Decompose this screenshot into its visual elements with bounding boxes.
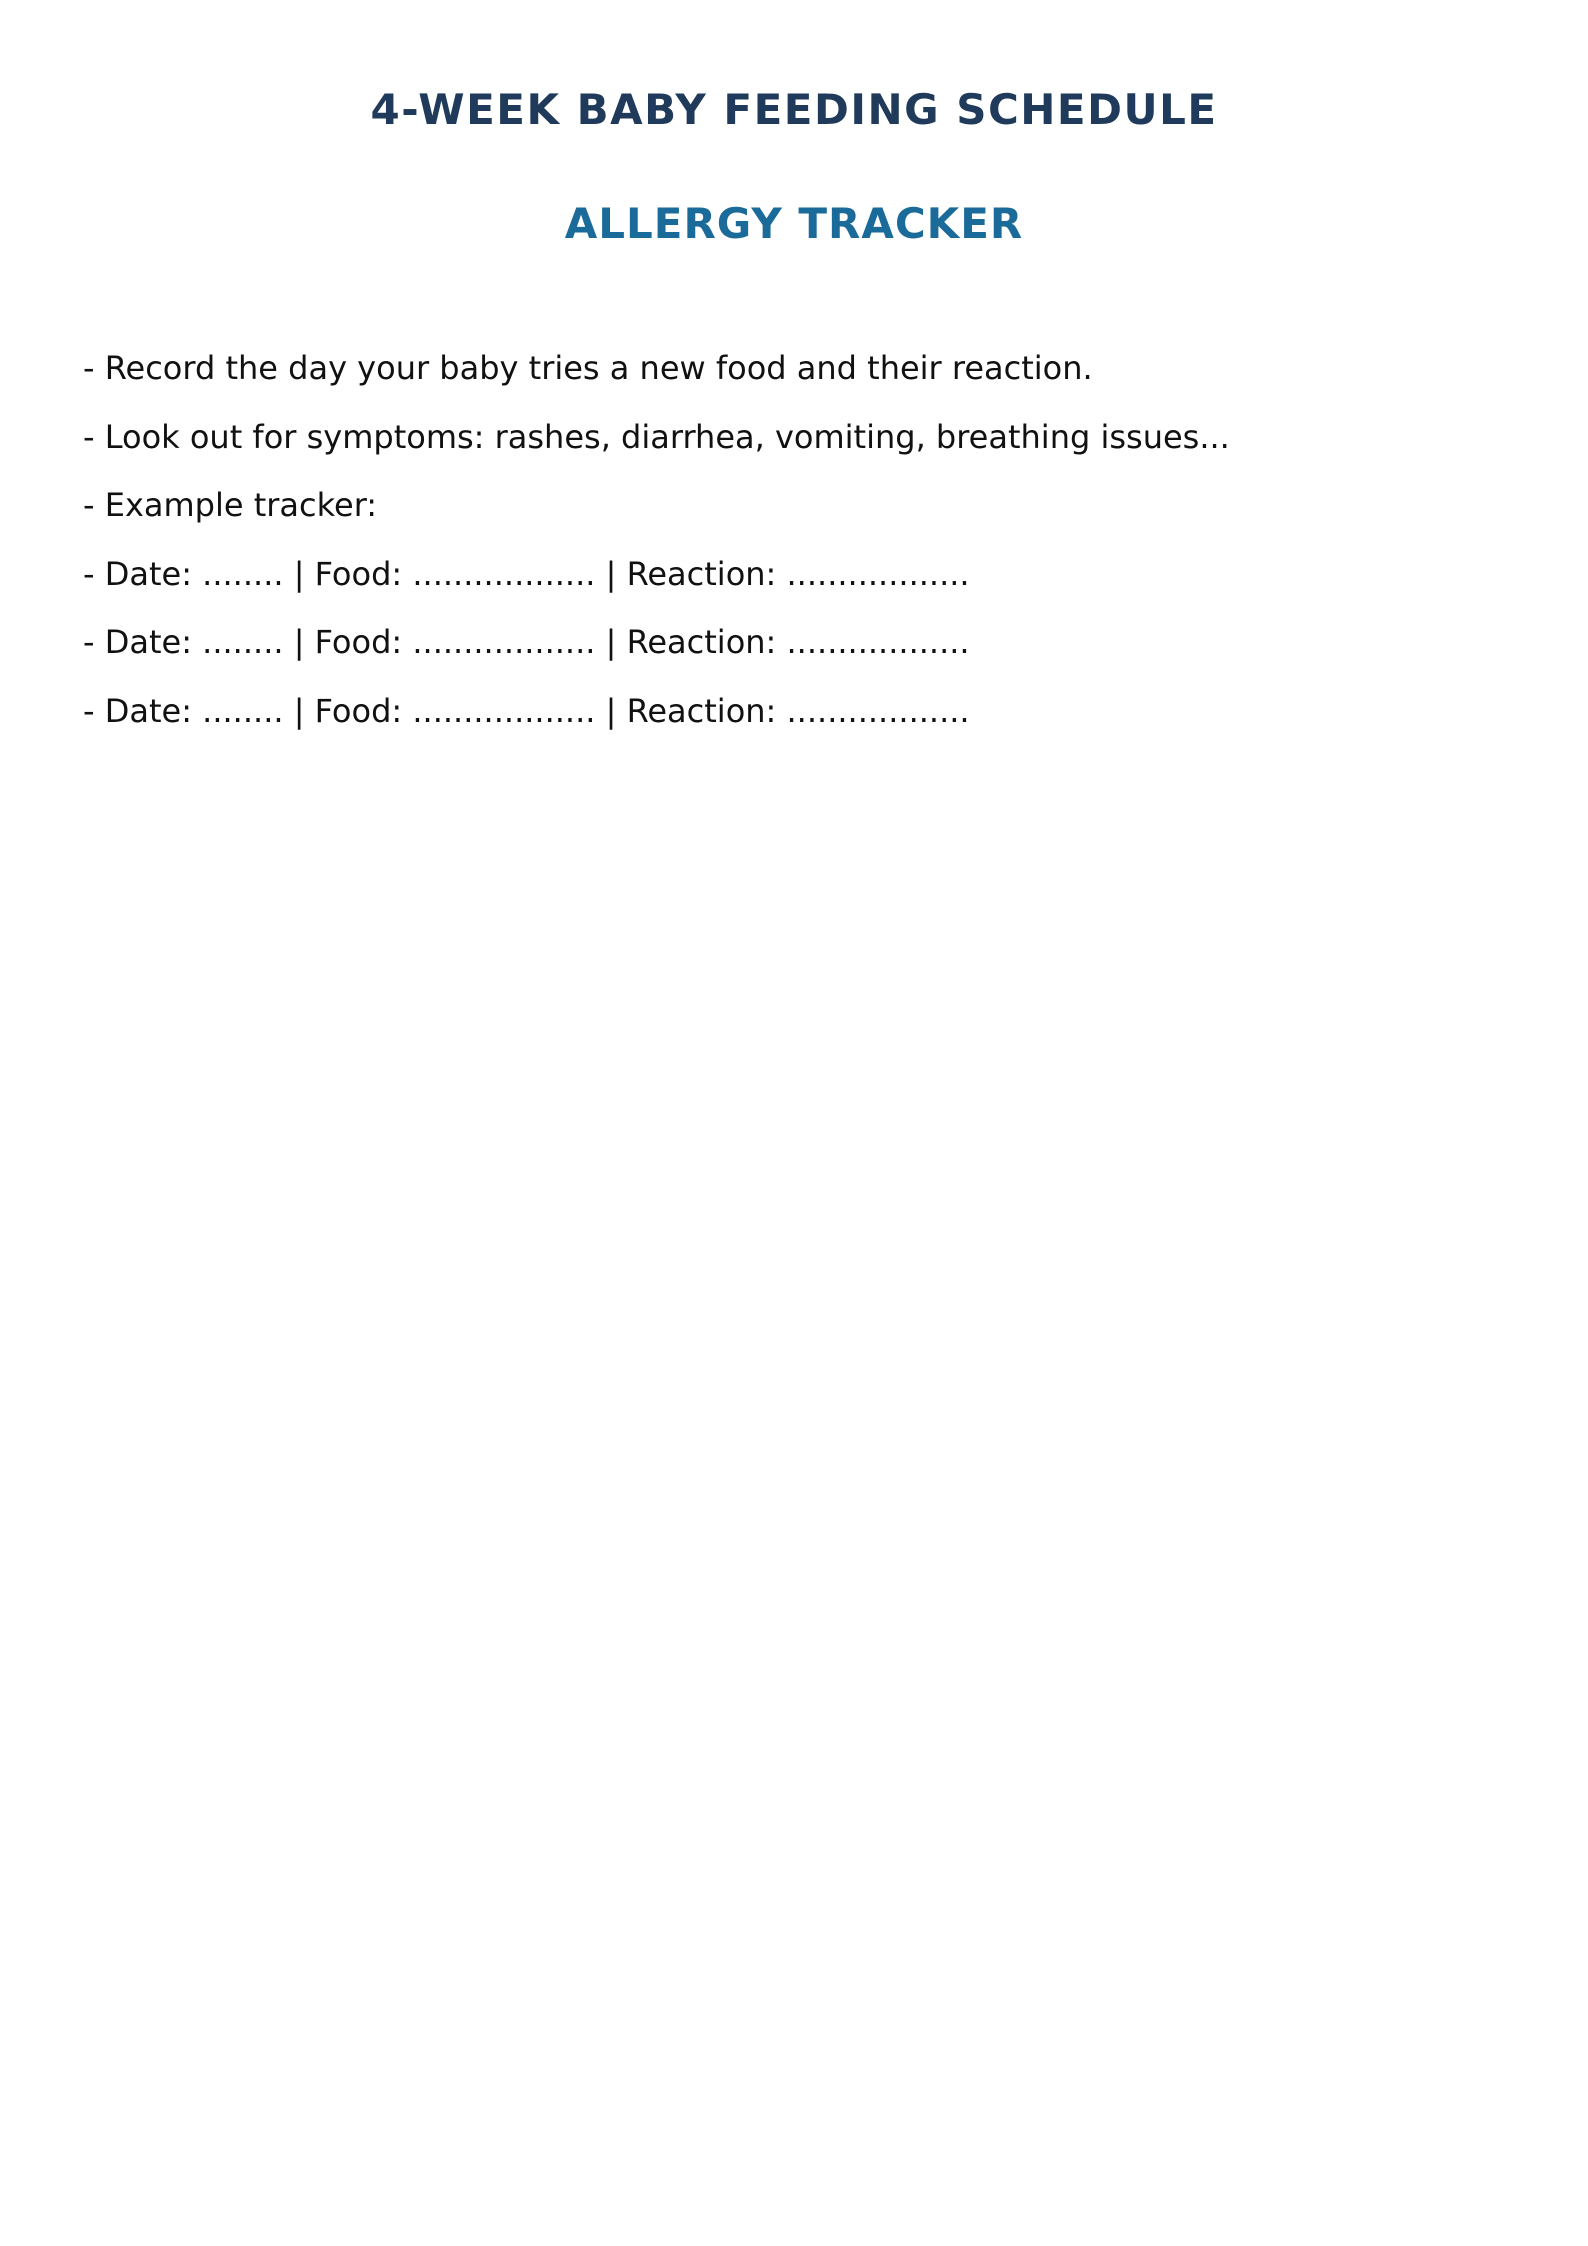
allergy-tracker-lines (83, 346, 1503, 757)
tracker-entry-line: - Date: ........ | Food: .................. | Reaction: .................. (83, 554, 970, 593)
section-title-allergy-tracker: ALLERGY TRACKER (564, 199, 1024, 248)
instruction-line: - Example tracker: (83, 486, 378, 524)
instruction-line: - Record the day your baby tries a new food and their reaction. (83, 349, 1093, 387)
tracker-entry-line: - Date: ........ | Food: .................. | Reaction: .................. (83, 623, 970, 661)
tracker-entry-line: - Date: ........ | Food: .................. | Reaction: .................. (83, 691, 970, 730)
document-title: 4-WEEK BABY FEEDING SCHEDULE (370, 85, 1218, 134)
instruction-line: - Look out for symptoms: rashes, diarrhea, vomiting, breathing issues... (83, 417, 1230, 456)
